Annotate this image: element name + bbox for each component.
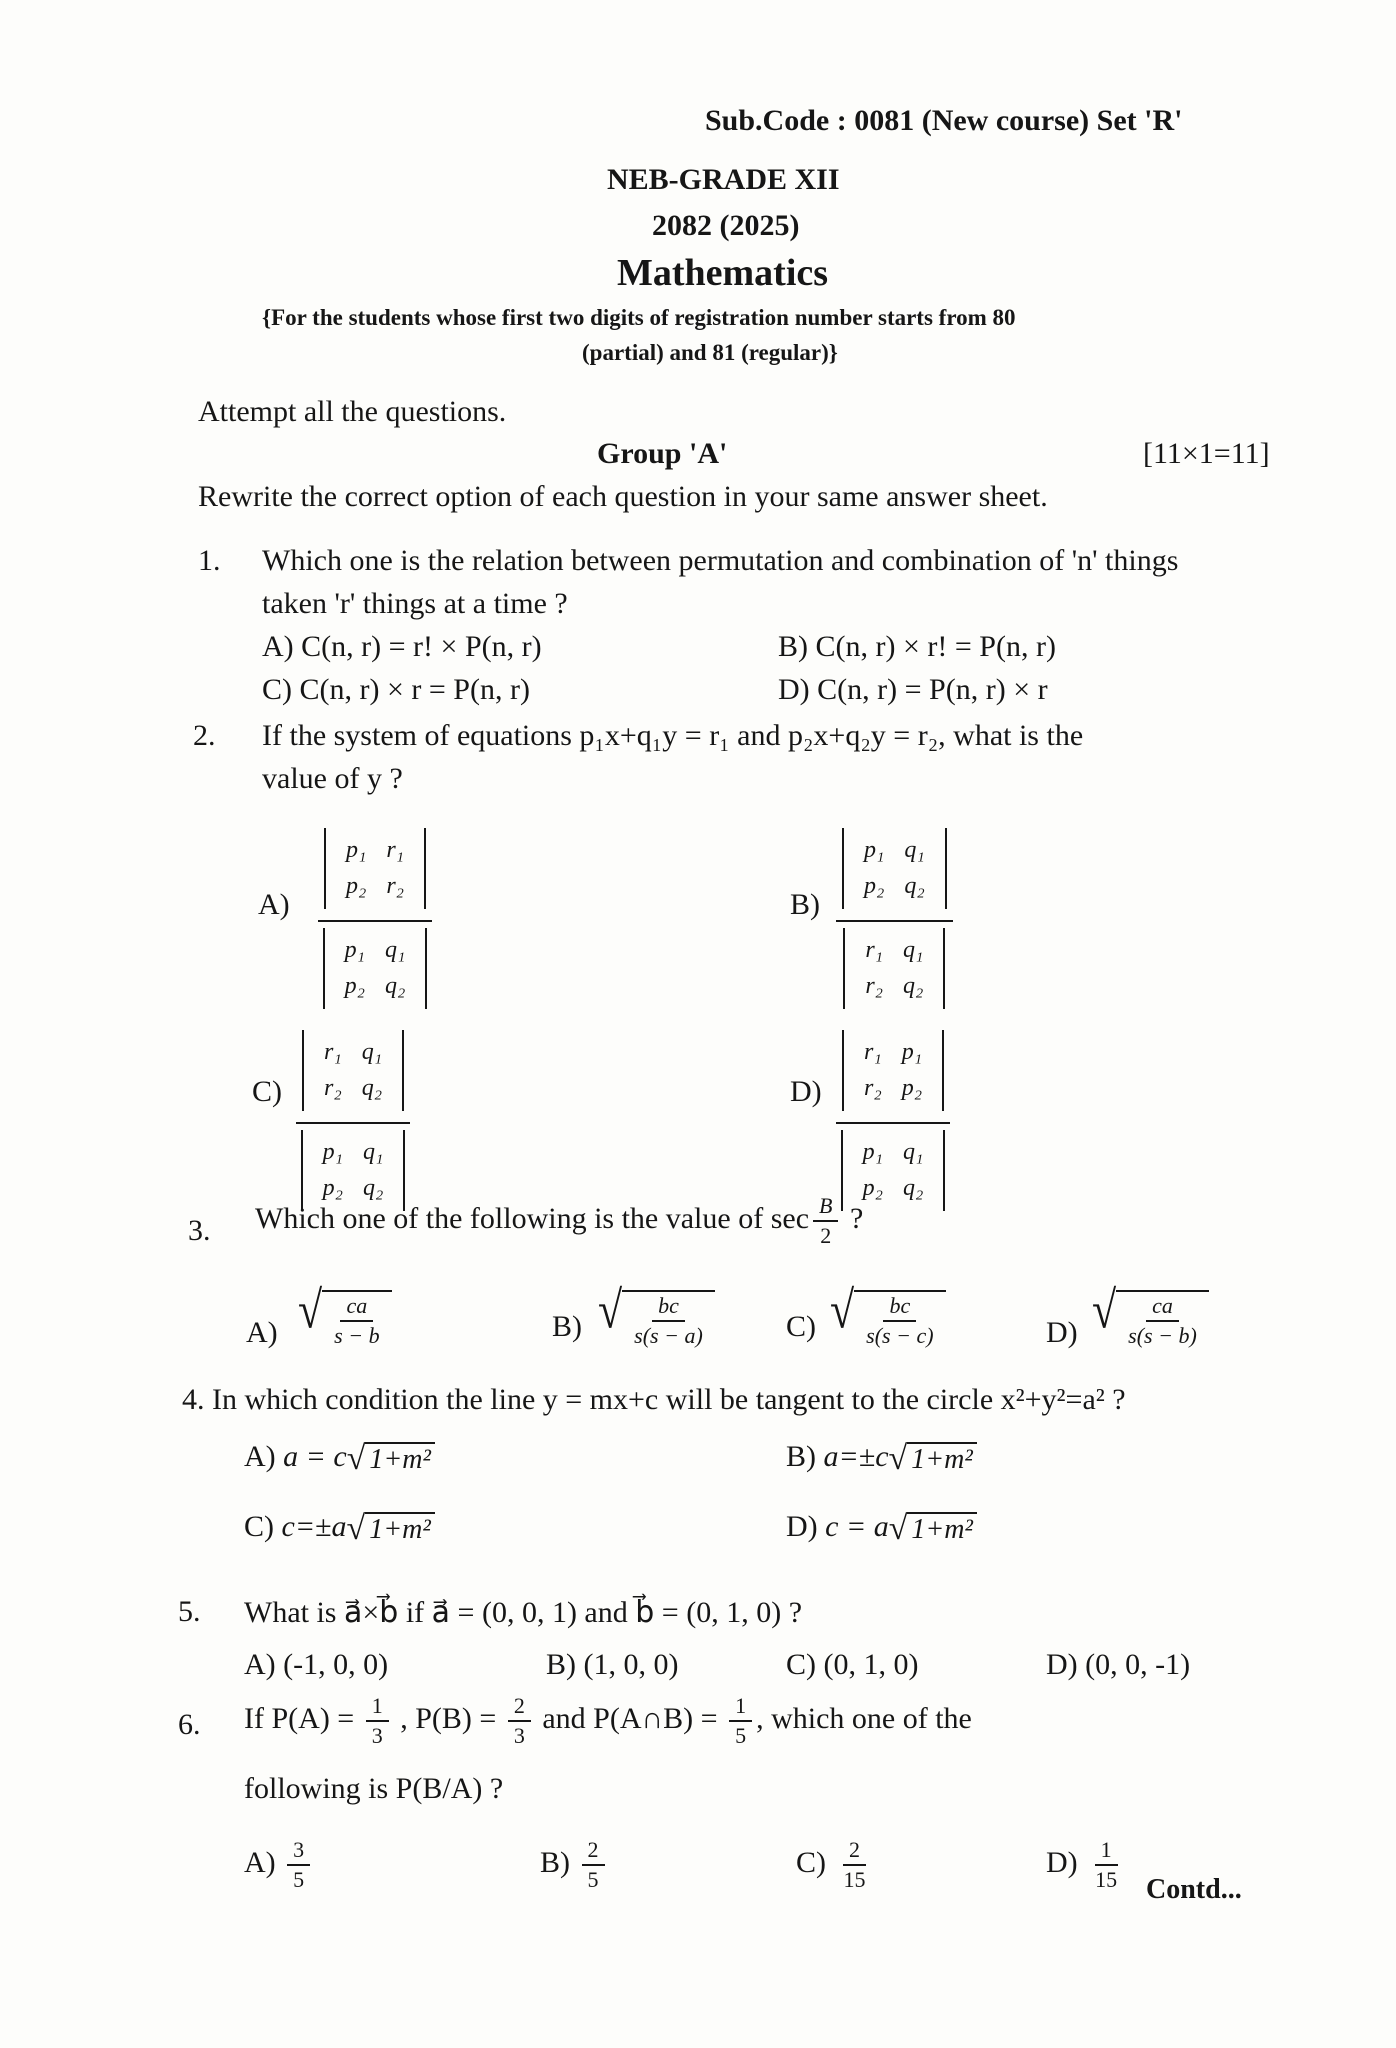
subject-code: Sub.Code : 0081 (New course) Set 'R' <box>705 104 1183 137</box>
numerator-determinant: r₁ p₁ r₂ p₂ <box>842 1030 944 1111</box>
question-1-text-cont: taken 'r' things at a time ? <box>262 587 568 620</box>
numerator-determinant: p₁ r₁ p₂ r₂ <box>324 828 426 909</box>
option-a: A) $\frac{3}{5}$ <box>244 1838 314 1892</box>
question-4-text: 4. In which condition the line y = mx+c will be tangent to the circle x²+y²=a² ? <box>182 1383 1126 1416</box>
denominator-determinant: p₁ q₁ p₂ q₂ <box>323 928 428 1009</box>
question-5-text: What is a⃗×b⃗ if a⃗ = (0, 0, 1) and b⃗ = (0, 1, 0) ? <box>244 1596 803 1629</box>
question-1-text: Which one is the relation between permutation and combination of 'n' things <box>262 544 1179 577</box>
option-c-label: C) <box>252 1075 282 1108</box>
general-instruction: Attempt all the questions. <box>198 395 507 428</box>
option-b-radical: √ $\frac{bc}{s(s - a)}$ <box>598 1290 715 1348</box>
option-b: B) $\frac{2}{5}$ <box>540 1838 609 1892</box>
question-2-text-cont: value of y ? <box>262 762 403 795</box>
option-b-label: B) <box>552 1310 582 1343</box>
option-b: B) C(n, r) × r! = P(n, r) <box>778 630 1056 663</box>
denominator-determinant: p₁ q₁ p₂ q₂ <box>841 1130 946 1211</box>
denominator-determinant: p₁ q₁ p₂ q₂ <box>301 1130 406 1211</box>
option-c-label: C) <box>786 1310 816 1343</box>
question-6-text-cont: following is P(B/A) ? <box>244 1772 504 1805</box>
question-2-text: If the system of equations p₁x+q₁y = r₁ and p₂x+q₂y = r₂, what is the <box>262 719 1084 752</box>
continued-note: Contd... <box>1146 1874 1242 1905</box>
question-number: 6. <box>178 1708 201 1741</box>
option-a: A) a = c √ 1+m² <box>244 1440 435 1476</box>
option-b-label: B) <box>790 888 820 921</box>
numerator-determinant: p₁ q₁ p₂ q₂ <box>842 828 947 909</box>
question-number: 5. <box>178 1595 201 1628</box>
question-6-text: If P(A) = $\frac{1}{3}$ , P(B) = $\frac{2}{3}$ and P(A∩B) = $\frac{1}{5}$ , which one of the <box>244 1693 972 1749</box>
subject-title: Mathematics <box>617 252 829 294</box>
option-d-determinant-fraction <box>836 1030 950 1216</box>
option-d: D) c = a √ 1+m² <box>786 1510 977 1546</box>
option-d-label: D) <box>1046 1316 1078 1349</box>
option-a-label: A) <box>246 1316 278 1349</box>
group-marks: [11×1=11] <box>1143 437 1270 470</box>
option-c: C) c=±a √ 1+m² <box>244 1510 435 1546</box>
question-number: 1. <box>198 544 221 577</box>
question-number: 3. <box>188 1214 211 1247</box>
question-3-text: Which one of the following is the value of sec $\frac{B}{2}$ ? <box>255 1193 864 1249</box>
exam-year: 2082 (2025) <box>652 209 800 242</box>
grade-title: NEB-GRADE XII <box>607 163 840 196</box>
option-c: C) $\frac{2}{15}$ <box>796 1837 866 1893</box>
option-a: A) C(n, r) = r! × P(n, r) <box>262 630 542 663</box>
group-instruction: Rewrite the correct option of each question in your same answer sheet. <box>198 480 1048 513</box>
denominator-determinant: r₁ q₁ r₂ q₂ <box>843 928 945 1009</box>
option-a-label: A) <box>258 888 290 921</box>
eligibility-note-line2: (partial) and 81 (regular)} <box>582 340 838 365</box>
option-d: D) $\frac{1}{15}$ <box>1046 1837 1118 1893</box>
option-d: D) (0, 0, -1) <box>1046 1648 1191 1681</box>
option-c-radical: √ $\frac{bc}{s(s - c)}$ <box>830 1290 946 1348</box>
option-c: C) (0, 1, 0) <box>786 1648 919 1681</box>
option-d: D) C(n, r) = P(n, r) × r <box>778 673 1048 706</box>
option-c-determinant-fraction <box>296 1030 410 1216</box>
group-title: Group 'A' <box>597 437 728 470</box>
numerator-determinant: r₁ q₁ r₂ q₂ <box>302 1030 404 1111</box>
option-b: B) a=±c √ 1+m² <box>786 1440 977 1476</box>
option-b-determinant-fraction <box>836 828 953 1014</box>
option-a-determinant-fraction <box>318 828 432 1014</box>
option-c: C) C(n, r) × r = P(n, r) <box>262 673 530 706</box>
option-b: B) (1, 0, 0) <box>546 1648 679 1681</box>
question-number: 2. <box>193 719 216 752</box>
option-a-radical: √ $\frac{ca}{s - b}$ <box>298 1290 392 1348</box>
option-d-radical: √ $\frac{ca}{s(s - b)}$ <box>1092 1290 1209 1348</box>
option-a: A) (-1, 0, 0) <box>244 1648 389 1681</box>
eligibility-note-line1: {For the students whose first two digits of registration number starts from 80 <box>262 305 1016 330</box>
option-d-label: D) <box>790 1075 822 1108</box>
